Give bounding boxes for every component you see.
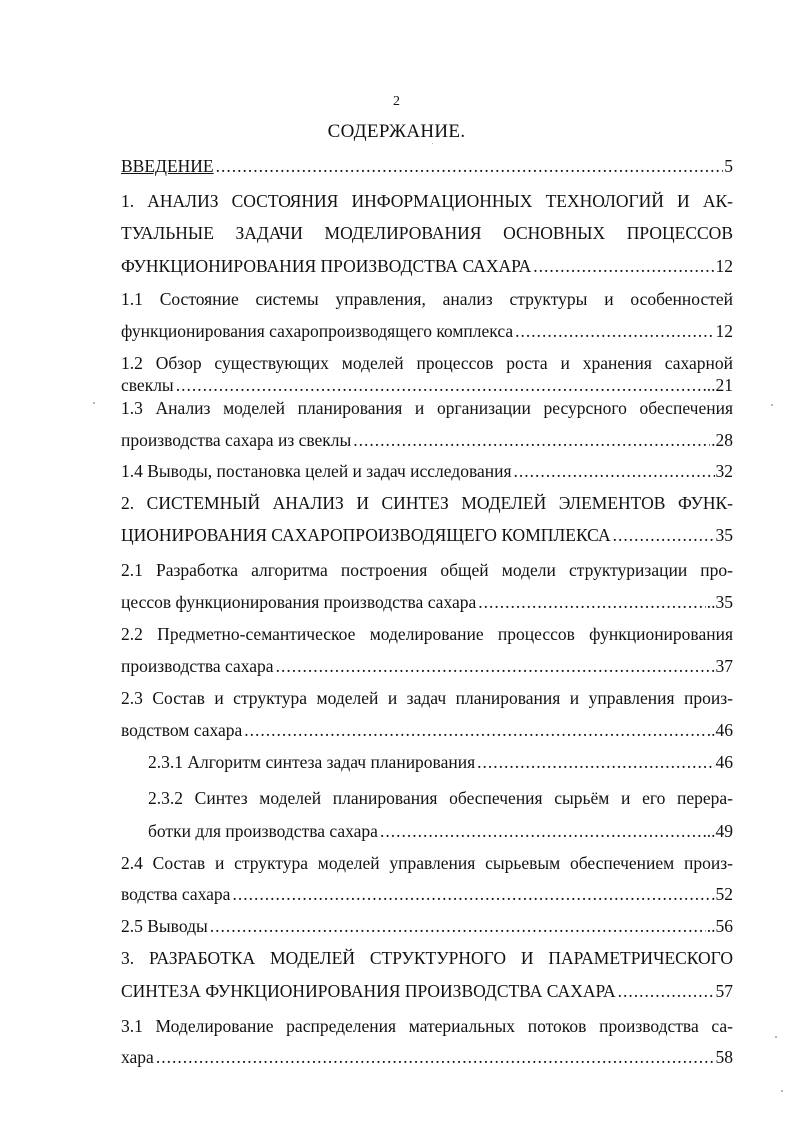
toc-entry-text: производства сахара — [121, 656, 274, 676]
toc-section-2-2-line-1: 2.2 Предметно-семантическое моделирование процессов функционирования — [121, 624, 733, 644]
toc-page-number: ..49 — [706, 821, 733, 841]
toc-entry-text: 1.4 Выводы, постановка целей и задач исследования — [121, 461, 512, 481]
toc-page-number: 46 — [715, 752, 733, 772]
toc-leader-dots — [477, 749, 714, 775]
toc-leader-dots — [216, 153, 724, 179]
toc-entry-text: ЦИОНИРОВАНИЯ САХАРОПРОИЗВОДЯЩЕГО КОМПЛЕКСА — [121, 525, 611, 545]
toc-entry-text: хара — [121, 1047, 154, 1067]
toc-entry-text: 2.5 Выводы — [121, 916, 208, 936]
toc-entry-text: ФУНКЦИОНИРОВАНИЯ ПРОИЗВОДСТВА САХАРА — [121, 256, 532, 276]
toc-section-1-3-line-2 — [121, 427, 733, 453]
toc-section-1-1-line-2 — [121, 318, 733, 344]
toc-entry-text: 2.3.1 Алгоритм синтеза задач планирования — [148, 752, 476, 772]
toc-leader-dots — [353, 427, 710, 453]
toc-leader-dots — [613, 522, 715, 548]
toc-page-number: 5 — [724, 156, 733, 176]
toc-section-1-1-line-1: 1.1 Состояние системы управления, анализ структуры и особенностей — [121, 289, 733, 309]
toc-entry-intro — [121, 153, 733, 179]
toc-section-2-3-line-2 — [121, 717, 733, 743]
scan-speck — [771, 404, 773, 406]
toc-entry-text: водства сахара — [121, 884, 231, 904]
toc-leader-dots — [533, 253, 714, 279]
scan-speck — [781, 1090, 783, 1092]
toc-chapter-1-line-2: ТУАЛЬНЫЕ ЗАДАЧИ МОДЕЛИРОВАНИЯ ОСНОВНЫХ ПРОЦЕССОВ — [121, 223, 733, 243]
toc-section-1-2-line-1: 1.2 Обзор существующих моделей процессов роста и хранения сахарной — [121, 353, 733, 373]
toc-page-number: 12 — [715, 321, 733, 341]
toc-page-number: ..46 — [706, 720, 733, 740]
toc-section-2-1-line-1: 2.1 Разработка алгоритма построения общей модели структуризации про- — [121, 560, 733, 580]
toc-leader-dots — [276, 653, 715, 679]
toc-section-2-1-line-2 — [121, 589, 733, 615]
toc-section-2-2-line-2 — [121, 653, 733, 679]
toc-chapter-3-line-1: 3. РАЗРАБОТКА МОДЕЛЕЙ СТРУКТУРНОГО И ПАРАМЕТРИЧЕСКОГО — [121, 948, 733, 968]
toc-section-3-1-line-1: 3.1 Моделирование распределения материальных потоков производства са- — [121, 1016, 733, 1036]
toc-leader-dots — [156, 1044, 715, 1070]
toc-section-1-3-line-1: 1.3 Анализ моделей планирования и организации ресурсного обеспечения — [121, 398, 733, 418]
toc-entry-text: ВВЕДЕНИЕ — [121, 156, 214, 176]
toc-entry-text: ботки для производства сахара — [148, 821, 378, 841]
toc-leader-dots — [514, 458, 715, 484]
toc-chapter-3-line-2 — [121, 978, 733, 1004]
toc-section-2-3-2-line-1: 2.3.2 Синтез моделей планирования обеспечения сырьём и его перера- — [148, 788, 733, 808]
toc-chapter-2-line-2 — [121, 522, 733, 548]
toc-leader-dots — [515, 318, 714, 344]
toc-section-2-3-2-line-2 — [148, 818, 733, 844]
toc-entry-text: СИНТЕЗА ФУНКЦИОНИРОВАНИЯ ПРОИЗВОДСТВА САХАРА — [121, 981, 616, 1001]
toc-leader-dots — [380, 818, 706, 844]
toc-leader-dots — [244, 717, 705, 743]
scan-speck — [775, 1036, 777, 1038]
toc-leader-dots — [232, 881, 710, 907]
toc-chapter-1-line-1: 1. АНАЛИЗ СОСТОЯНИЯ ИНФОРМАЦИОННЫХ ТЕХНОЛОГИЙ И АК- — [121, 191, 733, 211]
toc-section-2-3-line-1: 2.3 Состав и структура моделей и задач планирования и управления произ- — [121, 688, 733, 708]
page-number: 2 — [393, 94, 400, 109]
toc-section-2-5 — [121, 913, 733, 939]
toc-entry-text: водством сахара — [121, 720, 243, 740]
toc-chapter-1-line-3 — [121, 253, 733, 279]
toc-page-number: 57 — [715, 981, 733, 1001]
toc-page-number: 35 — [715, 525, 733, 545]
toc-page-number: 58 — [715, 1047, 733, 1067]
toc-section-3-1-line-2 — [121, 1044, 733, 1070]
toc-entry-text: функционирования сахаропроизводящего комплекса — [121, 321, 514, 341]
toc-page-number: ..21 — [706, 375, 733, 395]
toc-page-number: ..56 — [706, 916, 733, 936]
toc-section-2-3-1 — [148, 749, 733, 775]
scan-speck — [432, 143, 433, 144]
toc-entry-text: производства сахара из свеклы — [121, 430, 352, 450]
toc-chapter-2-line-1: 2. СИСТЕМНЫЙ АНАЛИЗ И СИНТЕЗ МОДЕЛЕЙ ЭЛЕМЕНТОВ ФУНК- — [121, 493, 733, 513]
toc-page-number: .28 — [711, 430, 733, 450]
toc-section-2-4-line-1: 2.4 Состав и структура моделей управления сырьевым обеспечением произ- — [121, 853, 733, 873]
toc-page-number: 12 — [715, 256, 733, 276]
scan-speck — [93, 402, 95, 404]
toc-page-number: 37 — [715, 656, 733, 676]
toc-entry-text: свеклы — [121, 375, 174, 395]
toc-section-2-4-line-2 — [121, 881, 733, 907]
toc-leader-dots — [210, 913, 706, 939]
toc-section-1-4 — [121, 458, 733, 484]
page-title: СОДЕРЖАНИЕ. — [327, 121, 466, 142]
toc-page-number: ..35 — [706, 592, 733, 612]
toc-entry-text: цессов функционирования производства сахара — [121, 592, 477, 612]
toc-page-number: .52 — [711, 884, 733, 904]
toc-leader-dots — [618, 978, 715, 1004]
toc-page-number: 32 — [715, 461, 733, 481]
toc-leader-dots — [478, 589, 705, 615]
